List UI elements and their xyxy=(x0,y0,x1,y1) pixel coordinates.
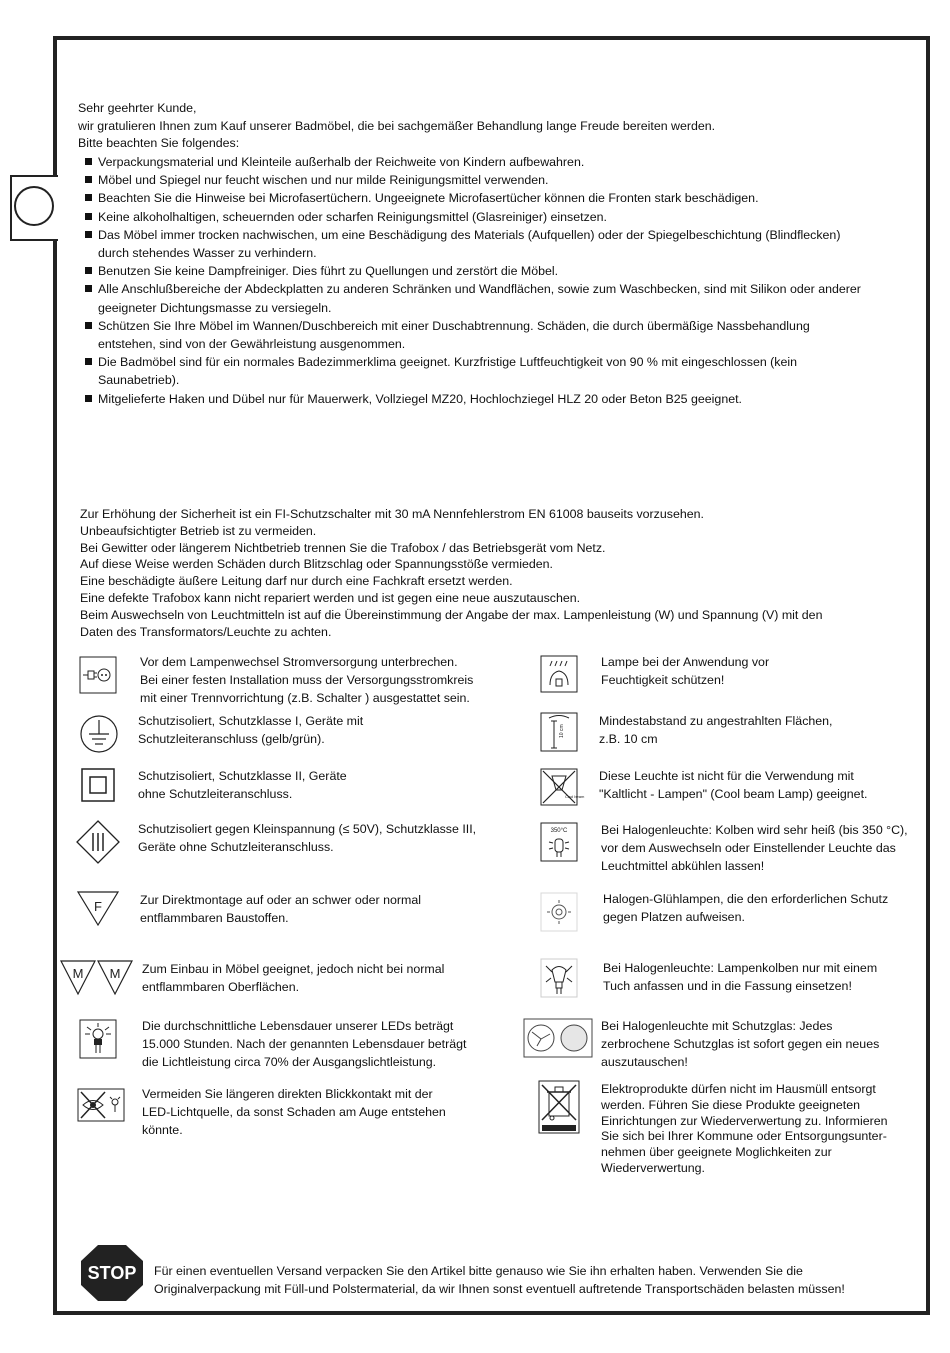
list-item: Die Badmöbel sind für ein normales Badezimmerklima geeignet. Kurzfristige Luftfeuchtigkeit von 90 % mit eingeschlossen (kein Saunabetrieb). xyxy=(84,353,861,389)
safety-line: Eine beschädigte äußere Leitung darf nur durch eine Fachkraft ersetzt werden. xyxy=(80,574,513,589)
symbol-desc-led: Die durchschnittliche Lebensdauer unserer LEDs beträgt 15.000 Stunden. Nach der genannten Lebensdauer beträgt die Lichtleistung circa 70% der Ausgangslichtleistung. xyxy=(142,1019,467,1069)
symbol-desc-distance: Mindestabstand zu angestrahlten Flächen, z.B. 10 cm xyxy=(599,714,833,746)
hot-bulb-icon xyxy=(540,822,578,862)
symbol-desc-class2: Schutzisoliert, Schutzklasse II, Geräte ohne Schutzleiteranschluss. xyxy=(138,769,347,801)
mm-mark-label: M xyxy=(72,966,84,981)
broken-glass-icon xyxy=(523,1018,593,1058)
intro-sentence: wir gratulieren Ihnen zum Kauf unserer Badmöbel, die bei sachgemäßer Behandlung lange Freude bereiten werden. xyxy=(78,118,716,133)
list-item: Verpackungsmaterial und Kleinteile außerhalb der Reichweite von Kindern aufbewahren. xyxy=(84,153,861,171)
plug-disconnect-icon xyxy=(79,656,117,694)
halogen-shield-icon xyxy=(540,892,578,932)
stop-sign-label: STOP xyxy=(87,1263,137,1283)
minimum-distance-icon xyxy=(540,712,578,752)
symbol-desc-halogen: Halogen-Glühlampen, die den erforderlichen Schutz gegen Platzen aufweisen. xyxy=(603,892,889,924)
list-item: Benutzen Sie keine Dampfreiniger. Dies führt zu Quellungen und zerstört die Möbel. xyxy=(84,262,861,280)
no-direct-gaze-icon xyxy=(77,1088,125,1122)
stop-sign-icon xyxy=(80,1244,144,1302)
symbol-desc-f: Zur Direktmontage auf oder an schwer oder normal entflammbaren Baustoffen. xyxy=(140,893,421,925)
no-cool-beam-icon xyxy=(540,768,585,806)
list-item: Möbel und Spiegel nur feucht wischen und nur milde Reinigungsmittel verwenden. xyxy=(84,171,861,189)
safety-line: Auf diese Weise werden Schäden durch Blitzschlag oder Spannungsstöße vermieden. xyxy=(80,557,553,572)
safety-line: Unbeaufsichtigter Betrieb ist zu vermeiden. xyxy=(80,523,317,538)
symbol-desc-hot: Bei Halogenleuchte: Kolben wird sehr heiß (bis 350 °C), vor dem Auswechseln oder Einstellender Leuchte das Leuchtmittel abkühlen lassen! xyxy=(601,823,908,873)
symbol-desc-class3: Schutzisoliert gegen Kleinspannung (≤ 50V), Schutzklasse III, Geräte ohne Schutzleiteranschluss. xyxy=(138,822,477,854)
salutation: Sehr geehrter Kunde, xyxy=(78,101,197,115)
shipping-note: Für einen eventuellen Versand verpacken Sie den Artikel bitte genauso wie Sie ihn erhalten haben. Verwenden Sie die Originalverpackung mit Füll-und Polstermaterial, da wir Ihnen sonst eventuell auftretende Transportschäden belasten müssen! xyxy=(154,1264,845,1296)
list-item: Keine alkoholhaltigen, scheuernden oder scharfen Reinigungsmittel (Glasreiniger) einsetzen. xyxy=(84,208,861,226)
symbol-desc-cloth: Bei Halogenleuchte: Lampenkolben nur mit einem Tuch anfassen und in die Fassung einsetzen! xyxy=(603,961,878,993)
symbol-desc-glass: Bei Halogenleuchte mit Schutzglas: Jedes zerbrochene Schutzglas ist sofort gegen ein neues auszutauschen! xyxy=(601,1019,880,1069)
f-mark-icon xyxy=(77,891,119,927)
safety-line: Daten des Transformators/Leuchte zu achten. xyxy=(80,624,332,639)
temperature-label: 350°C xyxy=(550,828,568,834)
safety-line: Eine defekte Trafobox kann nicht repariert werden und ist gegen eine neue auszutauschen. xyxy=(80,590,581,605)
mm-mark-icon xyxy=(60,960,134,996)
cool-beam-label: Cool beam xyxy=(565,794,585,799)
symbol-desc-moisture: Lampe bei der Anwendung vor Feuchtigkeit schützen! xyxy=(601,655,770,687)
symbol-desc-plug: Vor dem Lampenwechsel Stromversorgung unterbrechen. Bei einer festen Installation muss der Versorgungsstromkreis mit einer Trennvorrichtung (z.B. Schalter ) ausgestattet sein. xyxy=(140,655,474,705)
protective-earth-icon xyxy=(79,714,119,754)
f-mark-label: F xyxy=(94,899,102,914)
moisture-protect-icon xyxy=(540,655,578,693)
protection-class-2-icon xyxy=(81,768,115,802)
list-item: Schützen Sie Ihre Möbel im Wannen/Duschbereich mit einer Duschabtrennung. Schäden, die durch übermäßige Nassbehandlung entstehen, sind von der Gewährleistung ausgenommen. xyxy=(84,317,861,353)
weee-bin-icon xyxy=(538,1080,580,1136)
safety-notes xyxy=(80,506,822,640)
intro xyxy=(78,100,715,153)
distance-label: 10 cm xyxy=(559,724,565,738)
symbol-desc-mm: Zum Einbau in Möbel geeignet, jedoch nicht bei normal entflammbaren Oberflächen. xyxy=(142,962,445,994)
care-notes xyxy=(84,153,861,408)
protection-class-3-icon xyxy=(76,820,120,864)
cloth-handling-icon xyxy=(540,958,578,998)
list-item: Mitgelieferte Haken und Dübel nur für Mauerwerk, Vollziegel MZ20, Hochlochziegel HLZ 20 oder Beton B25 geeignet. xyxy=(84,390,861,408)
symbol-desc-gaze: Vermeiden Sie längeren direkten Blickkontakt mit der LED-Lichtquelle, da sonst Schaden am Auge entstehen könnte. xyxy=(142,1087,446,1137)
safety-line: Beim Auswechseln von Leuchtmitteln ist auf die Übereinstimmung der Angabe der max. Lampenleistung (W) und Spannung (V) mit den xyxy=(80,607,823,622)
safety-line: Bei Gewitter oder längerem Nichtbetrieb trennen Sie die Trafobox / das Betriebsgerät vom Netz. xyxy=(80,540,606,555)
intro-note: Bitte beachten Sie folgendes: xyxy=(78,136,240,150)
symbol-desc-weee: Elektroprodukte dürfen nicht im Hausmüll entsorgt werden. Führen Sie diese Produkte geeigneten Einrichtungen zur Wiederverwertung zu. Informieren Sie sich bei Ihrer Kommune oder Entsorgungsunter- nehmen über geeignete Moglichkeiten zur Wiederverwertung. xyxy=(601,1082,888,1175)
led-lifetime-icon xyxy=(79,1019,117,1059)
list-item: Beachten Sie die Hinweise bei Microfasertüchern. Ungeeignete Microfasertücher können die Fronten stark beschädigen. xyxy=(84,189,861,207)
symbol-desc-coolbeam: Diese Leuchte ist nicht für die Verwendung mit "Kaltlicht - Lampen" (Cool beam Lamp) geeignet. xyxy=(599,769,868,801)
list-item: Das Möbel immer trocken nachwischen, um eine Beschädigung des Materials (Aufquellen) oder der Spiegelbeschichtung (Blindflecken) durch stehendes Wasser zu verhindern. xyxy=(84,226,861,262)
list-item: Alle Anschlußbereiche der Abdeckplatten zu anderen Schränken und Wandflächen, sowie zum Waschbecken, sind mit Silikon oder anderer geeigneter Dichtungsmasse zu versiegeln. xyxy=(84,280,861,316)
safety-line: Zur Erhöhung der Sicherheit ist ein FI-Schutzschalter mit 30 mA Nennfehlerstrom EN 61008 bauseits vorzusehen. xyxy=(80,507,704,521)
tab-disc xyxy=(14,186,54,226)
symbol-desc-class1: Schutzisoliert, Schutzklasse I, Geräte mit Schutzleiteranschluss (gelb/grün). xyxy=(138,714,364,746)
mm-mark-label: M xyxy=(109,966,121,981)
